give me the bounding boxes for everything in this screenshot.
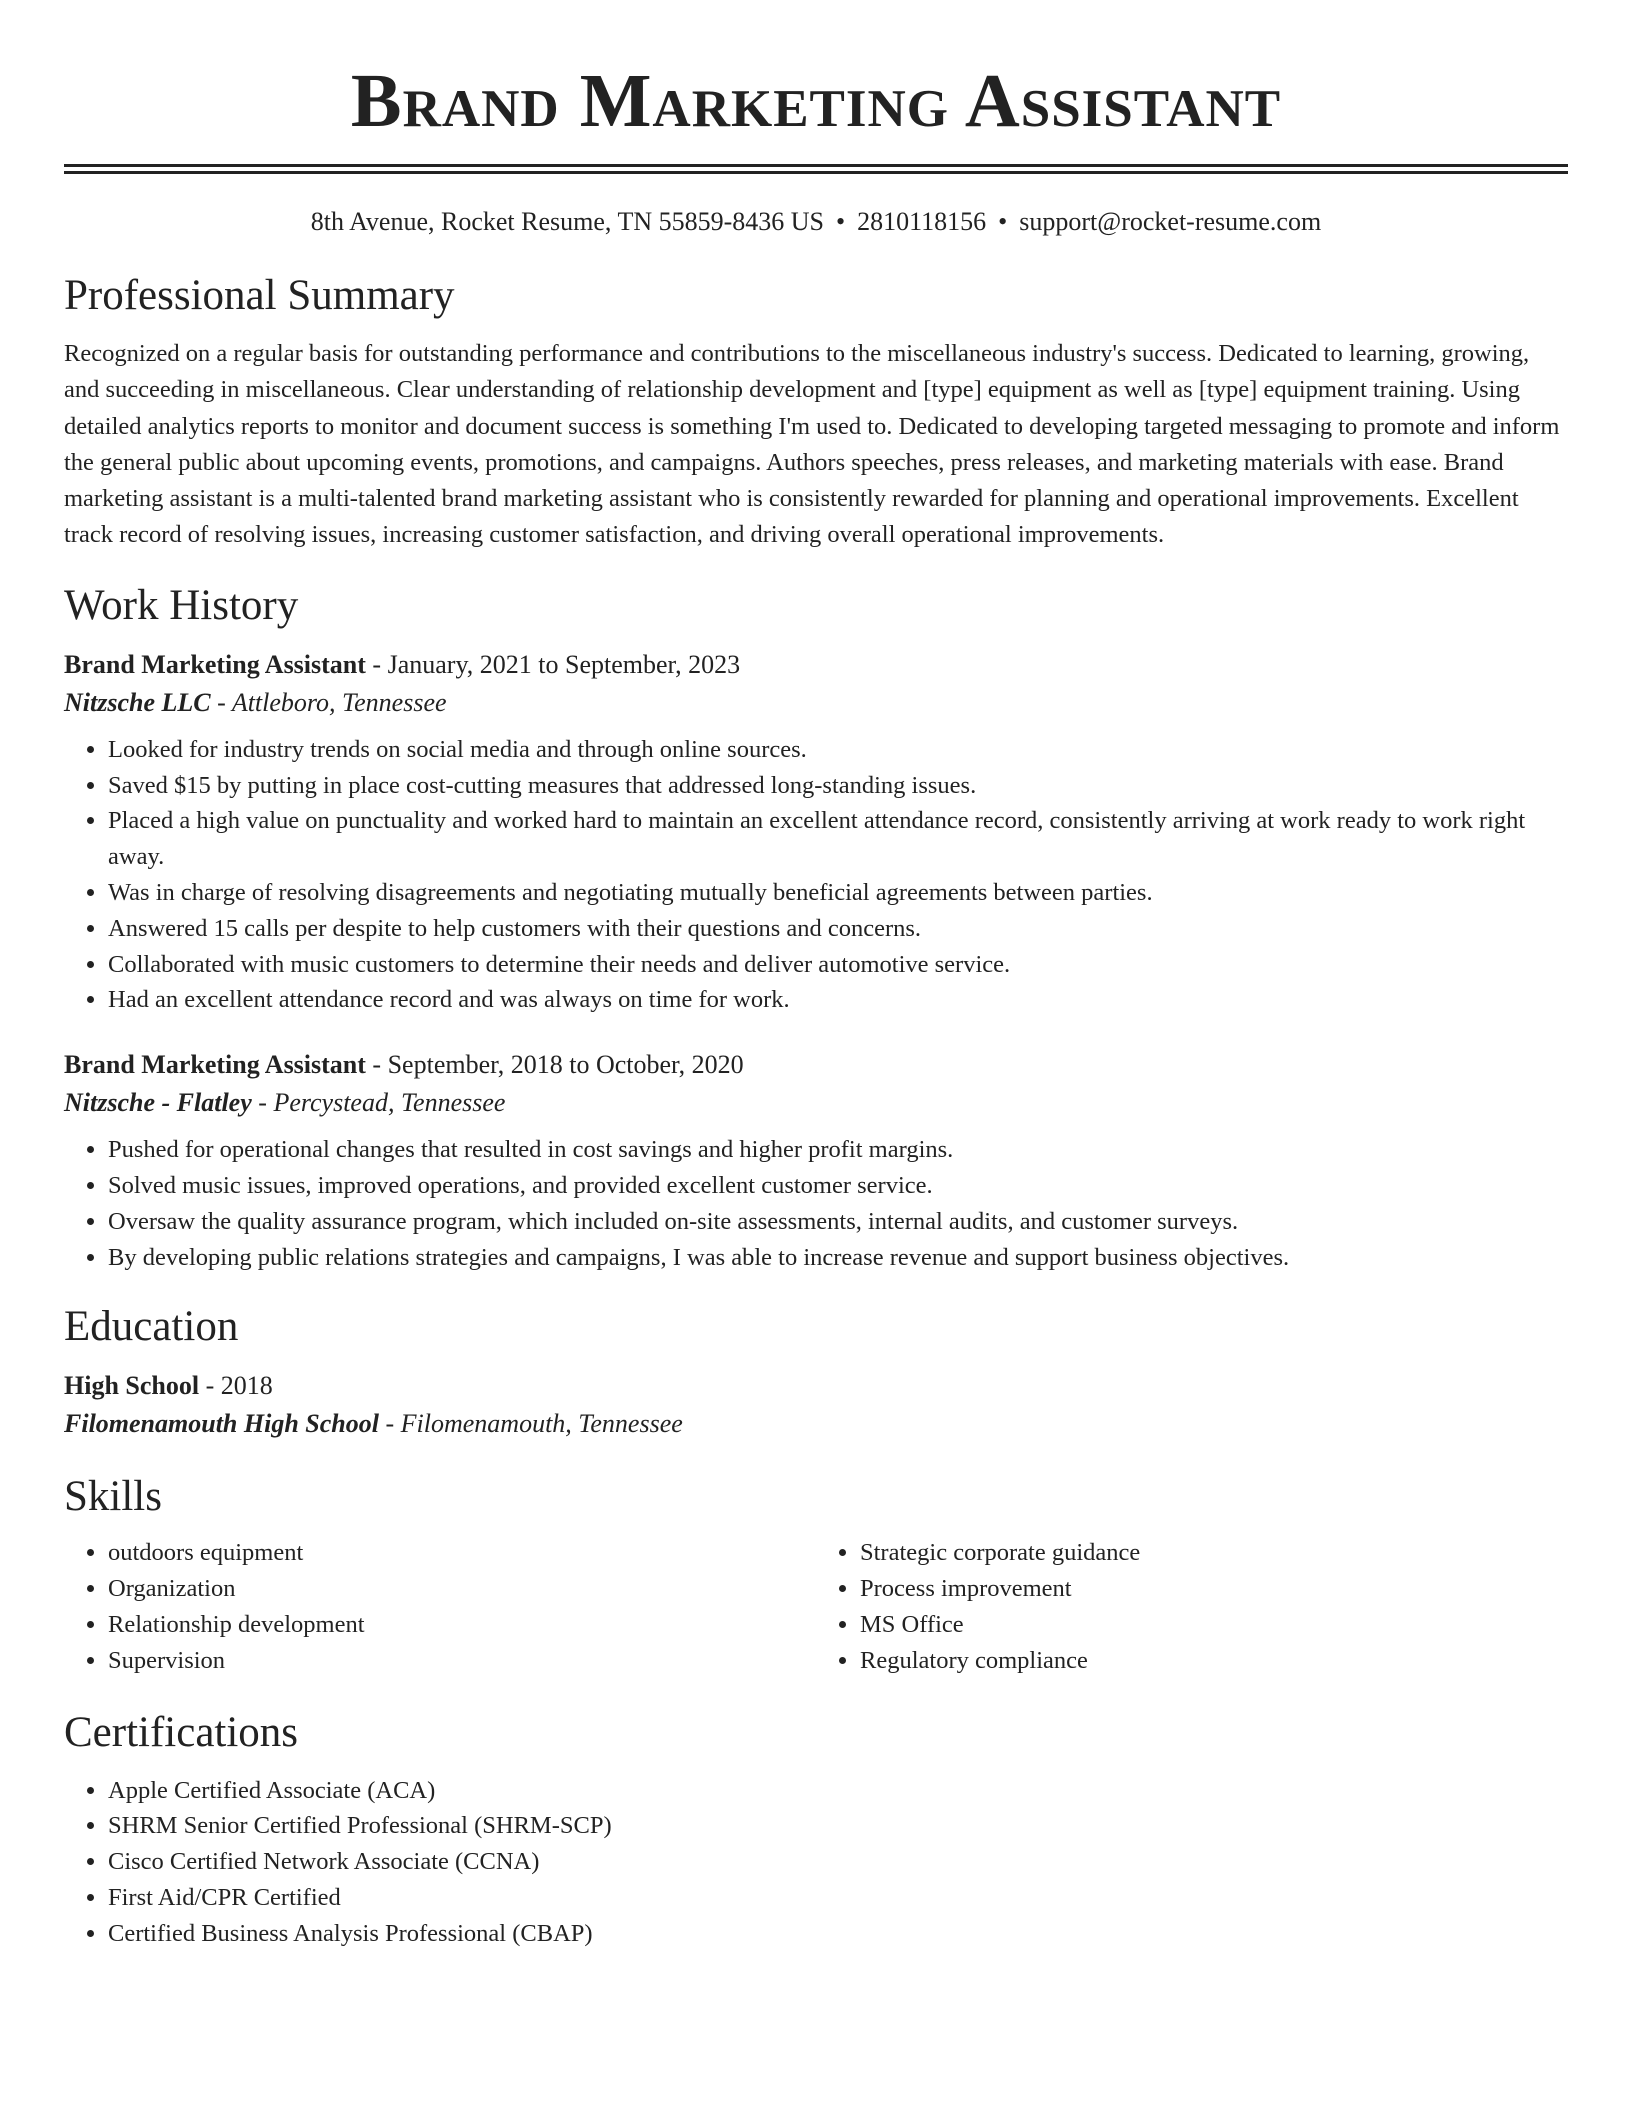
contact-phone: 2810118156 <box>857 207 987 236</box>
school-name: Filomenamouth High School <box>64 1409 379 1439</box>
contact-email: support@rocket-resume.com <box>1019 207 1322 236</box>
dash-separator: - <box>210 687 232 717</box>
skill-item: • MS Office <box>860 1607 1568 1643</box>
job-bullet: • Saved $15 by putting in place cost-cutting measures that addressed long-standing issues. <box>108 768 1568 804</box>
job-bullet: • Was in charge of resolving disagreements and negotiating mutually beneficial agreements between parties. <box>108 875 1568 911</box>
skills-grid <box>64 1535 1568 1678</box>
school-line <box>64 1405 1568 1443</box>
school-location: Filomenamouth, Tennessee <box>400 1409 683 1439</box>
job-bullet: • Pushed for operational changes that resulted in cost savings and higher profit margins. <box>108 1132 1568 1168</box>
work-history-section <box>64 580 1568 1276</box>
certification-item: • SHRM Senior Certified Professional (SHRM-SCP) <box>108 1808 1568 1844</box>
job-company: Nitzsche LLC <box>64 687 211 717</box>
certification-item: • Cisco Certified Network Associate (CCNA) <box>108 1844 1568 1880</box>
work-history-heading: Work History <box>64 581 299 629</box>
certifications-section <box>64 1707 1568 1952</box>
job-bullet: • Placed a high value on punctuality and worked hard to maintain an excellent attendance record, consistently arriving at work ready to work right away. <box>108 803 1568 875</box>
certifications-heading: Certifications <box>64 1708 299 1756</box>
skills-column-left <box>64 1535 816 1678</box>
skill-item: • Strategic corporate guidance <box>860 1535 1568 1571</box>
dash-separator: - <box>251 1088 274 1118</box>
job-bullet: • Looked for industry trends on social media and through online sources. <box>108 732 1568 768</box>
job-bullet: • Solved music issues, improved operations, and provided excellent customer service. <box>108 1168 1568 1204</box>
skills-section <box>64 1471 1568 1678</box>
job-title: Brand Marketing Assistant <box>64 1050 366 1080</box>
summary-text: Recognized on a regular basis for outstanding performance and contributions to the miscellaneous industry's success. Dedicated to learning, growing, and succeeding in miscellaneous. Clear understanding of relationship development and [type] equipment as well as [type] equipment training. Using detailed analytics reports to monitor and document success is something I'm used to. Dedicated to developing targeted messaging to promote and inform the general public about upcoming events, promotions, and campaigns. Authors speeches, press releases, and marketing materials with ease. Brand marketing assistant is a multi-talented brand marketing assistant who is consistently rewarded for planning and operational improvements. Excellent track record of resolving issues, increasing customer satisfaction, and driving overall operational improvements. <box>64 340 1560 549</box>
certification-item: • Apple Certified Associate (ACA) <box>108 1773 1568 1809</box>
degree-line <box>64 1367 1568 1405</box>
education-section <box>64 1301 1568 1443</box>
job-location: Attleboro, Tennessee <box>231 687 447 717</box>
resume-title: Brand Marketing Assistant <box>350 59 1282 143</box>
title-double-rule <box>64 164 1568 174</box>
education-heading: Education <box>64 1303 239 1351</box>
job-dates: September, 2018 to October, 2020 <box>387 1050 744 1080</box>
skills-heading: Skills <box>64 1473 162 1521</box>
job-bullets <box>64 732 1568 1018</box>
contact-line <box>64 204 1568 240</box>
job-bullets <box>64 1132 1568 1275</box>
job-title-line <box>64 646 1568 684</box>
degree: High School <box>64 1371 200 1401</box>
employer-line <box>64 1084 1568 1122</box>
contact-separator: • <box>998 207 1008 236</box>
certification-item: • First Aid/CPR Certified <box>108 1880 1568 1916</box>
dash-separator: - <box>365 1050 388 1080</box>
education-entry <box>64 1367 1568 1443</box>
skills-column-right <box>816 1535 1568 1678</box>
job-bullet: • By developing public relations strategies and campaigns, I was able to increase revenue and support business objectives. <box>108 1240 1568 1276</box>
job-company: Nitzsche - Flatley <box>64 1088 252 1118</box>
job-bullet: • Had an excellent attendance record and was always on time for work. <box>108 982 1568 1018</box>
graduation-year: 2018 <box>220 1371 273 1401</box>
job-title: Brand Marketing Assistant <box>64 649 366 679</box>
job-bullet: • Answered 15 calls per despite to help customers with their questions and concerns. <box>108 911 1568 947</box>
dash-separator: - <box>378 1409 401 1439</box>
employer-line <box>64 684 1568 722</box>
skill-item: • Relationship development <box>108 1607 816 1643</box>
job-entry <box>64 1046 1568 1275</box>
skill-item: • Regulatory compliance <box>860 1643 1568 1679</box>
job-title-line <box>64 1046 1568 1084</box>
job-entry <box>64 646 1568 1018</box>
summary-section <box>64 270 1568 554</box>
job-dates: January, 2021 to September, 2023 <box>387 649 741 679</box>
contact-address: 8th Avenue, Rocket Resume, TN 55859-8436 US <box>310 207 825 236</box>
job-bullet: • Oversaw the quality assurance program, which included on-site assessments, internal audits, and customer surveys. <box>108 1204 1568 1240</box>
skill-item: • Supervision <box>108 1643 816 1679</box>
job-bullet: • Collaborated with music customers to determine their needs and deliver automotive service. <box>108 947 1568 983</box>
dash-separator: - <box>365 649 388 679</box>
skill-item: • Process improvement <box>860 1571 1568 1607</box>
skill-item: • Organization <box>108 1571 816 1607</box>
certifications-list <box>64 1773 1568 1952</box>
job-location: Percystead, Tennessee <box>273 1088 506 1118</box>
contact-separator: • <box>836 207 846 236</box>
summary-heading: Professional Summary <box>64 272 455 319</box>
skill-item: • outdoors equipment <box>108 1535 816 1571</box>
dash-separator: - <box>199 1371 221 1401</box>
certification-item: • Certified Business Analysis Professional (CBAP) <box>108 1916 1568 1952</box>
